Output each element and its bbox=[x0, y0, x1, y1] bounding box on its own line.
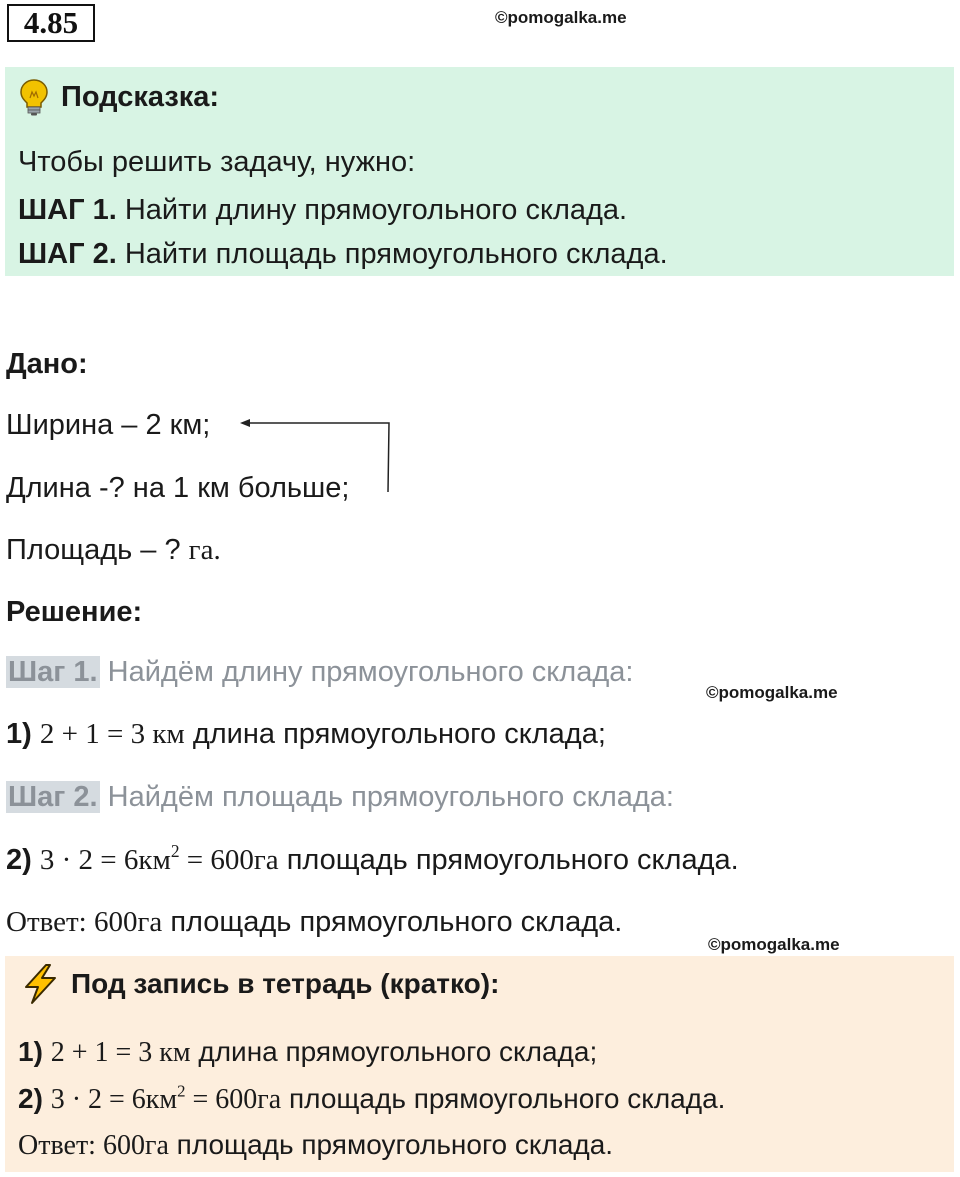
notebook-line-1 bbox=[18, 1035, 597, 1070]
notebook-answer-label: Ответ: 600га bbox=[18, 1130, 169, 1161]
notebook-line-1-text: длина прямоугольного склада; bbox=[190, 1036, 598, 1067]
hint-step-1 bbox=[18, 193, 627, 227]
answer-line bbox=[6, 905, 622, 939]
watermark: ©pomogalka.me bbox=[706, 683, 838, 702]
given-area-unit: га. bbox=[188, 534, 221, 566]
hint-intro: Чтобы решить задачу, нужно: bbox=[18, 146, 416, 178]
notebook-line-2-formula bbox=[50, 1081, 282, 1115]
line-1-number: 1) bbox=[6, 718, 32, 750]
line-2-text: площадь прямоугольного склада. bbox=[278, 844, 739, 876]
notebook-answer bbox=[18, 1128, 613, 1163]
notebook-line-2-formula-a: 3 · 2 = 6км bbox=[50, 1084, 178, 1115]
hint-step-1-label: ШАГ 1. bbox=[18, 194, 117, 226]
given-heading: Дано: bbox=[6, 348, 88, 380]
notebook-line-2-sup: 2 bbox=[177, 1081, 186, 1101]
solution-line-1 bbox=[6, 717, 606, 751]
line-2-formula-b: = 600га bbox=[179, 844, 279, 876]
step-1-line bbox=[6, 655, 633, 689]
given-width: Ширина – 2 км; bbox=[6, 409, 211, 441]
notebook-line-2-number: 2) bbox=[18, 1083, 43, 1114]
notebook-line-2 bbox=[18, 1082, 725, 1117]
hint-title: Подсказка: bbox=[61, 81, 220, 113]
line-2-formula-a: 3 · 2 = 6км bbox=[39, 844, 171, 876]
given-length: Длина -? на 1 км больше; bbox=[6, 472, 350, 504]
hint-step-2 bbox=[18, 237, 668, 271]
answer-text: площадь прямоугольного склада. bbox=[162, 906, 623, 938]
line-2-number: 2) bbox=[6, 844, 32, 876]
solution-line-2 bbox=[6, 840, 739, 877]
step-1-tag: Шаг 1. bbox=[8, 656, 98, 688]
step-1-text: Найдём длину прямоугольного склада: bbox=[99, 656, 634, 688]
notebook-line-1-number: 1) bbox=[18, 1036, 43, 1067]
line-2-formula bbox=[39, 840, 279, 876]
given-area-prefix: Площадь – ? bbox=[6, 534, 189, 566]
answer-label: Ответ: 600га bbox=[6, 906, 163, 938]
line-2-sup: 2 bbox=[170, 840, 180, 861]
notebook-answer-text: площадь прямоугольного склада. bbox=[168, 1129, 614, 1160]
step-2-tag: Шаг 2. bbox=[8, 781, 98, 813]
line-1-formula: 2 + 1 = 3 км bbox=[39, 718, 185, 750]
watermark: ©pomogalka.me bbox=[495, 8, 627, 27]
task-number: 4.85 bbox=[7, 4, 95, 42]
notebook-line-1-formula: 2 + 1 = 3 км bbox=[50, 1037, 191, 1068]
lightbulb-icon bbox=[19, 78, 49, 116]
given-area bbox=[6, 533, 221, 567]
watermark: ©pomogalka.me bbox=[708, 935, 840, 954]
solution-heading: Решение: bbox=[6, 596, 143, 628]
step-2-text: Найдём площадь прямоугольного склада: bbox=[99, 781, 674, 813]
step-2-line bbox=[6, 780, 674, 814]
line-1-text: длина прямоугольного склада; bbox=[184, 718, 606, 750]
hint-step-2-label: ШАГ 2. bbox=[18, 238, 117, 270]
bracket-arrow bbox=[238, 418, 394, 498]
notebook-line-2-formula-b: = 600га bbox=[185, 1084, 282, 1115]
notebook-title: Под запись в тетрадь (кратко): bbox=[71, 968, 500, 999]
lightning-icon bbox=[19, 963, 61, 1005]
hint-step-2-text: Найти площадь прямоугольного склада. bbox=[116, 238, 668, 270]
hint-step-1-text: Найти длину прямоугольного склада. bbox=[116, 194, 628, 226]
notebook-line-2-text: площадь прямоугольного склада. bbox=[281, 1083, 726, 1114]
